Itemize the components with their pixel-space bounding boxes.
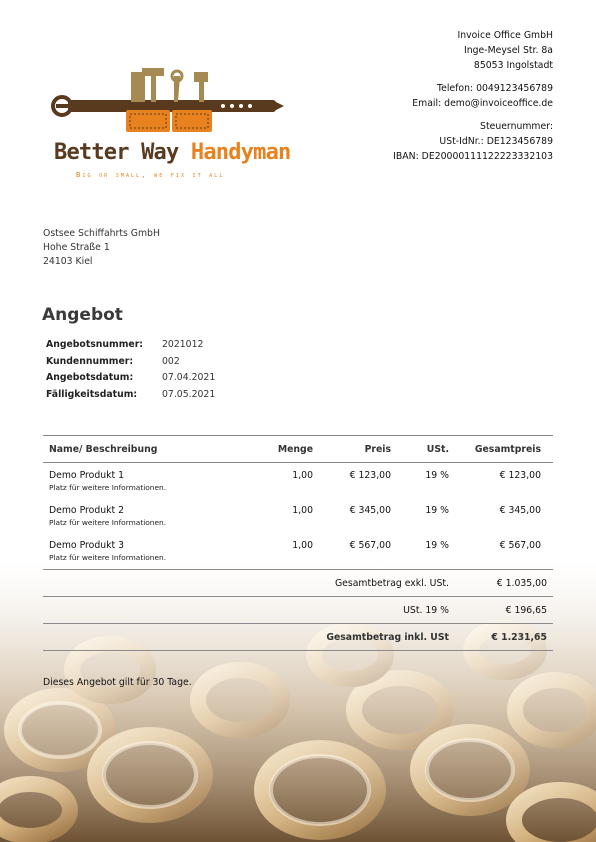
offer-meta xyxy=(46,337,215,403)
item-name: Demo Produkt 2 xyxy=(49,505,125,516)
item-total: € 345,00 xyxy=(499,505,541,516)
item-total: € 123,00 xyxy=(499,470,541,481)
net-total-row xyxy=(43,569,553,596)
net-total-label: Gesamtbetrag exkl. USt. xyxy=(334,577,449,589)
item-cell xyxy=(43,505,239,533)
item-description: Platz für weitere Informationen. xyxy=(49,553,167,562)
item-description: Platz für weitere Informationen. xyxy=(49,483,167,492)
item-description: Platz für weitere Informationen. xyxy=(49,518,167,527)
item-quantity: 1,00 xyxy=(292,470,313,481)
meta-value: 07.04.2021 xyxy=(162,372,216,383)
header-name: Name/ Beschreibung xyxy=(49,443,158,455)
item-vat: 19 % xyxy=(425,540,449,551)
header-quantity: Menge xyxy=(277,443,313,455)
vat-total-value: € 196,65 xyxy=(505,604,547,616)
sender-street: Inge-Meysel Str. 8a xyxy=(464,45,553,56)
item-quantity: 1,00 xyxy=(292,505,313,516)
meta-value: 2021012 xyxy=(162,339,204,350)
meta-value: 07.05.2021 xyxy=(162,388,216,400)
table-header xyxy=(43,435,553,463)
item-cell xyxy=(43,540,239,568)
sender-vat-id: USt-IdNr.: DE123456789 xyxy=(439,136,553,147)
meta-label: Angebotsnummer: xyxy=(46,339,144,350)
table-row xyxy=(43,463,553,498)
sender-city: 85053 Ingolstadt xyxy=(473,60,553,71)
gross-total-row xyxy=(43,623,553,651)
document-title: Angebot xyxy=(42,305,123,325)
sender-company: Invoice Office GmbH xyxy=(457,30,553,41)
header-price: Preis xyxy=(364,443,391,455)
recipient-street: Hohe Straße 1 xyxy=(43,242,110,253)
net-total-value: € 1.035,00 xyxy=(496,577,547,589)
item-cell xyxy=(43,470,239,498)
item-vat: 19 % xyxy=(425,470,449,481)
tool-belt-icon xyxy=(48,66,298,136)
item-name: Demo Produkt 3 xyxy=(49,540,125,551)
logo-wordmark xyxy=(54,140,290,165)
sender-address xyxy=(393,28,553,164)
item-total: € 567,00 xyxy=(499,540,541,551)
item-quantity: 1,00 xyxy=(292,540,313,551)
totals-block xyxy=(43,569,553,651)
item-name: Demo Produkt 1 xyxy=(49,470,125,481)
recipient-company: Ostsee Schiffahrts GmbH xyxy=(43,228,160,239)
header-vat: USt. xyxy=(426,443,449,455)
vat-total-row xyxy=(43,596,553,623)
vat-total-label: USt. 19 % xyxy=(403,604,449,616)
recipient-address xyxy=(43,227,160,269)
sender-phone: Telefon: 0049123456789 xyxy=(437,83,553,94)
meta-value: 002 xyxy=(162,355,180,367)
sender-email: Email: demo@invoiceoffice.de xyxy=(412,98,553,109)
item-price: € 567,00 xyxy=(349,540,391,551)
meta-label: Angebotsdatum: xyxy=(46,372,134,383)
item-price: € 345,00 xyxy=(349,505,391,516)
gross-total-label: Gesamtbetrag inkl. USt xyxy=(326,631,449,643)
gross-total-value: € 1.231,65 xyxy=(491,631,547,643)
table-row xyxy=(43,533,553,568)
meta-row xyxy=(46,370,215,387)
item-price: € 123,00 xyxy=(349,470,391,481)
item-vat: 19 % xyxy=(425,505,449,516)
validity-note: Dieses Angebot gilt für 30 Tage. xyxy=(43,677,192,688)
company-logo xyxy=(48,66,298,184)
logo-tagline: Big or small, we fix it all xyxy=(76,170,225,179)
meta-row xyxy=(46,387,215,404)
sender-tax-number: Steuernummer: xyxy=(480,121,553,132)
meta-row xyxy=(46,354,215,371)
sender-iban: IBAN: DE20000111122223332103 xyxy=(393,151,553,162)
header-total: Gesamtpreis xyxy=(474,443,541,455)
meta-row xyxy=(46,337,215,354)
recipient-city: 24103 Kiel xyxy=(43,256,93,267)
meta-label: Fälligkeitsdatum: xyxy=(46,388,138,400)
table-row xyxy=(43,498,553,533)
logo-word-1: Better Way xyxy=(54,140,179,165)
logo-word-2: Handyman xyxy=(190,140,291,165)
items-table xyxy=(43,435,553,568)
meta-label: Kundennummer: xyxy=(46,355,134,367)
